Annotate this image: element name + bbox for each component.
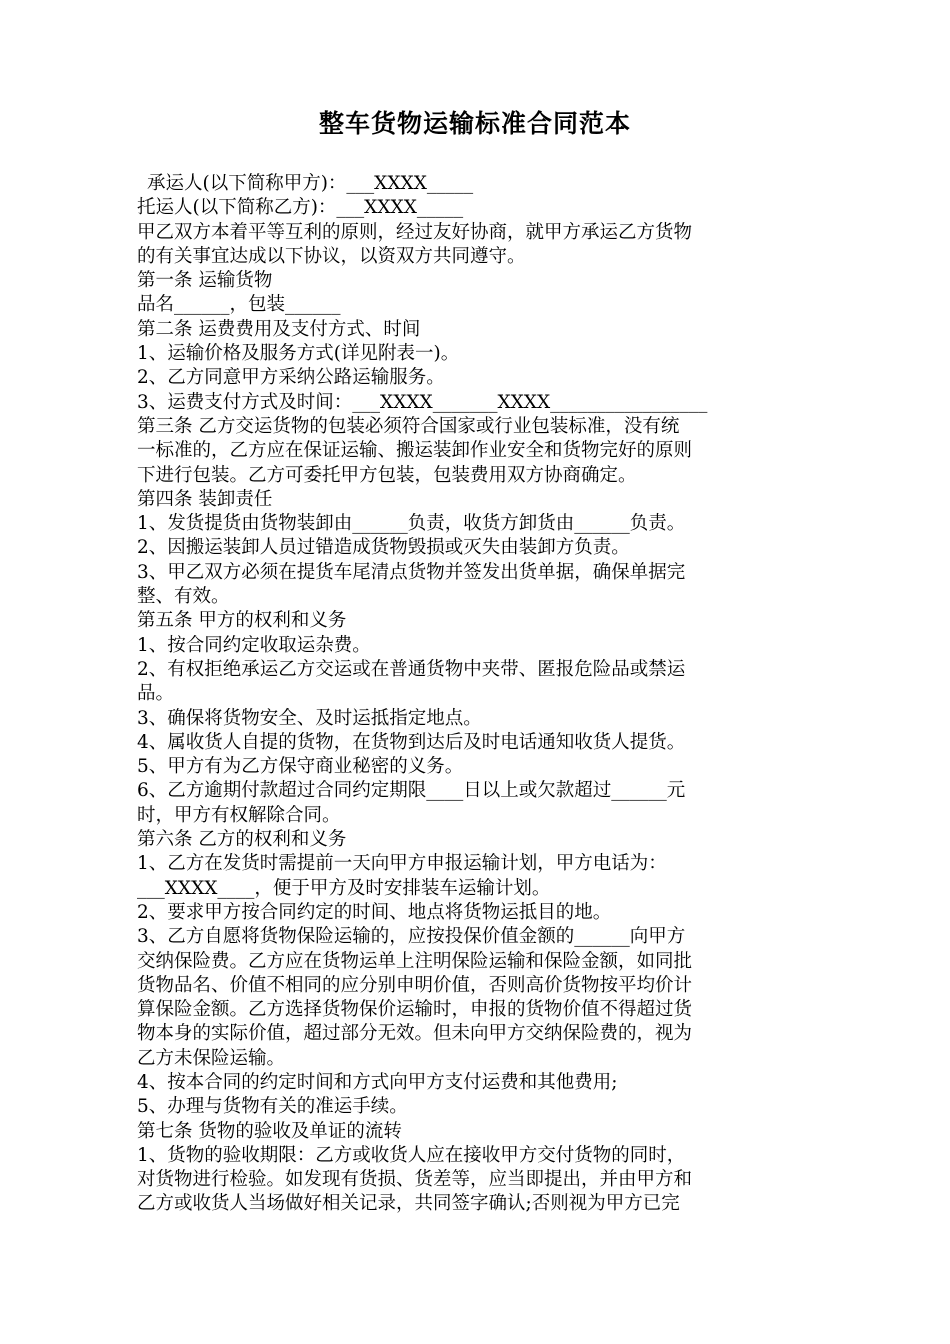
preamble-line: 甲乙双方本着平等互利的原则，经过友好协商，就甲方承运乙方货物 [137,221,693,243]
clause-line: 品名______，包装______ [137,294,341,316]
clause-line: 4、属收货人自提的货物，在货物到达后及时电话通知收货人提货。 [137,731,686,753]
clause-line: 3、确保将货物安全、及时运抵指定地点。 [137,707,482,729]
carrier-line: 承运人(以下简称甲方)：___XXXX_____ [147,173,474,194]
article-heading: 第五条 甲方的权利和义务 [137,610,347,632]
clause-line: 2、乙方同意甲方采纳公路运输服务。 [137,367,445,389]
article-heading: 第二条 运费费用及支付方式、时间 [137,318,421,340]
article-heading: 第七条 货物的验收及单证的流转 [137,1120,402,1142]
clause-line: 下进行包装。乙方可委托甲方包装，包装费用双方协商确定。 [137,464,637,486]
document-title: 整车货物运输标准合同范本 [318,109,631,138]
clause-line: 1、发货提货由货物装卸由______负责，收货方卸货由______负责。 [137,513,686,535]
shipper-line: 托运人(以下简称乙方)：___XXXX_____ [137,197,464,219]
clause-line: 5、甲方有为乙方保守商业秘密的义务。 [137,756,464,778]
clause-line: 2、有权拒绝承运乙方交运或在普通货物中夹带、匿报危险品或禁运 [137,658,686,680]
article-heading: 第一条 运输货物 [137,270,273,292]
clause-line: 时，甲方有权解除合同。 [137,804,341,826]
clause-line: 1、按合同约定收取运杂费。 [137,634,371,656]
clause-line: 3、甲乙双方必须在提货车尾清点货物并签发出货单据，确保单据完 [137,561,686,583]
clause-line: 对货物进行检验。如发现有货损、货差等，应当即提出，并由甲方和 [137,1169,693,1191]
clause-line: 2、因搬运装卸人员过错造成货物毁损或灭失由装卸方负责。 [137,537,630,559]
clause-line: 6、乙方逾期付款超过合同约定期限____日以上或欠款超过______元 [137,780,686,802]
clause-line: 货物品名、价值不相同的应分别申明价值，否则高价货物按平均价计 [137,974,693,996]
clause-line: 1、运输价格及服务方式(详见附表一)。 [137,343,460,365]
clause-line: 物本身的实际价值，超过部分无效。但未向甲方交纳保险费的，视为 [137,1023,693,1045]
clause-line: ___XXXX____，便于甲方及时安排装车运输计划。 [137,877,551,899]
clause-line: 1、货物的验收期限：乙方或收货人应在接收甲方交付货物的同时， [137,1144,686,1166]
clause-line: 交纳保险费。乙方应在货物运单上注明保险运输和保险金额，如同批 [137,950,693,972]
document-body [137,172,837,1217]
clause-line: 3、运费支付方式及时间：___XXXX_______XXXX_________________ [137,391,708,413]
clause-line: 算保险金额。乙方选择货物保价运输时，申报的货物价值不得超过货 [137,999,693,1021]
clause-line: 乙方未保险运输。 [137,1047,286,1069]
clause-line: 2、要求甲方按合同约定的时间、地点将货物运抵目的地。 [137,901,612,923]
article-heading: 第三条 乙方交运货物的包装必须符合国家或行业包装标准，没有统 [137,415,680,437]
article-heading: 第六条 乙方的权利和义务 [137,829,347,851]
clause-line: 1、乙方在发货时需提前一天向甲方申报运输计划，甲方电话为： [137,853,667,875]
article-heading: 第四条 装卸责任 [137,488,273,510]
clause-line: 品。 [137,683,175,705]
clause-line: 整、有效。 [137,586,230,608]
preamble-line: 的有关事宜达成以下协议，以资双方共同遵守。 [137,245,526,267]
clause-line: 4、按本合同的约定时间和方式向甲方支付运费和其他费用; [137,1071,618,1093]
clause-line: 乙方或收货人当场做好相关记录，共同签字确认;否则视为甲方已完 [137,1193,680,1215]
clause-line: 3、乙方自愿将货物保险运输的，应按投保价值金额的______向甲方 [137,926,686,948]
clause-line: 5、办理与货物有关的准运手续。 [137,1096,408,1118]
clause-line: 一标准的，乙方应在保证运输、搬运装卸作业安全和货物完好的原则 [137,440,693,462]
